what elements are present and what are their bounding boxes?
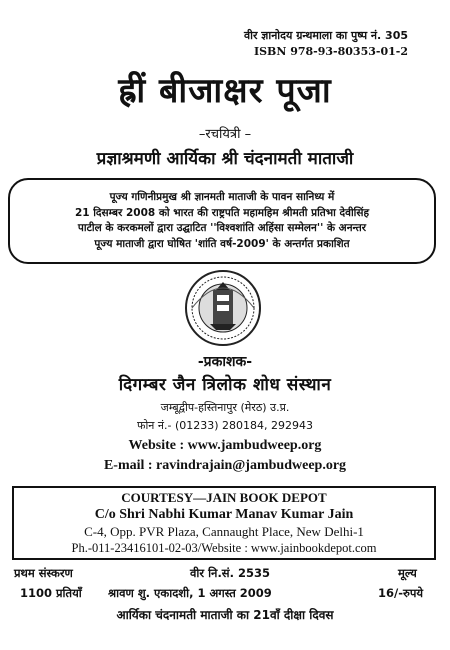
publication-date: श्रावण शु. एकादशी, 1 अगस्त 2009 [108, 586, 272, 600]
courtesy-title: COURTESY—JAIN BOOK DEPOT [121, 490, 327, 505]
dedication-notice [8, 178, 436, 264]
price: 16/-रुपये [378, 586, 424, 600]
book-title: ह्रीं बीजाक्षर पूजा [118, 71, 332, 111]
vir-samvat: वीर नि.सं. 2535 [190, 566, 270, 580]
publisher-label: -प्रकाशक- [197, 354, 253, 370]
notice-line: पूज्य माताजी द्वारा घोषित 'शांति वर्ष-2009' के अन्तर्गत प्रकाशित [94, 237, 350, 250]
publisher-phone: फोन नं.- (01233) 280184, 292943 [136, 419, 314, 432]
publisher-address: जम्बूद्वीप-हस्तिनापुर (मेरठ) उ.प्र. [160, 401, 290, 414]
price-label: मूल्य [398, 566, 417, 580]
notice-line: 21 दिसम्बर 2008 को भारत की राष्ट्रपति महामहिम श्रीमती प्रतिभा देवीसिंह [74, 206, 370, 219]
courtesy-box [12, 486, 436, 560]
series-number: वीर ज्ञानोदय ग्रन्थमाला का पुष्प नं. 305 [244, 29, 408, 42]
author-name: प्रज्ञाश्रमणी आर्यिका श्री चंदनामती माताजी [96, 149, 354, 169]
author-role: –रचयित्री – [198, 127, 252, 142]
institute-emblem-icon [170, 268, 276, 348]
courtesy-phone-website: Ph.-011-23416101-02-03/Website : www.jainbookdepot.com [71, 541, 377, 555]
notice-line: पाटील के करकमलों द्वारा उद्घाटित ''विश्वशांति अहिंसा सम्मेलन'' के अनन्तर [77, 222, 367, 234]
notice-line: पूज्य गणिनीप्रमुख श्री ज्ञानमती माताजी के पावन सानिध्य में [109, 191, 335, 203]
isbn: ISBN 978-93-80353-01-2 [253, 45, 408, 58]
publisher-website: Website : www.jambudweep.org [128, 438, 322, 453]
courtesy-address: C-4, Opp. PVR Plaza, Cannaught Place, New Delhi-1 [84, 524, 364, 539]
edition-label: प्रथम संस्करण [14, 566, 73, 580]
courtesy-contact: C/o Shri Nabhi Kumar Manav Kumar Jain [94, 507, 354, 522]
copies: 1100 प्रतियाँ [20, 586, 82, 600]
publisher-email: E-mail : ravindrajain@jambudweep.org [103, 458, 347, 473]
occasion: आर्यिका चंदनामती माताजी का 21वाँ दीक्षा दिवस [116, 608, 334, 622]
publisher-name: दिगम्बर जैन त्रिलोक शोध संस्थान [118, 375, 332, 395]
